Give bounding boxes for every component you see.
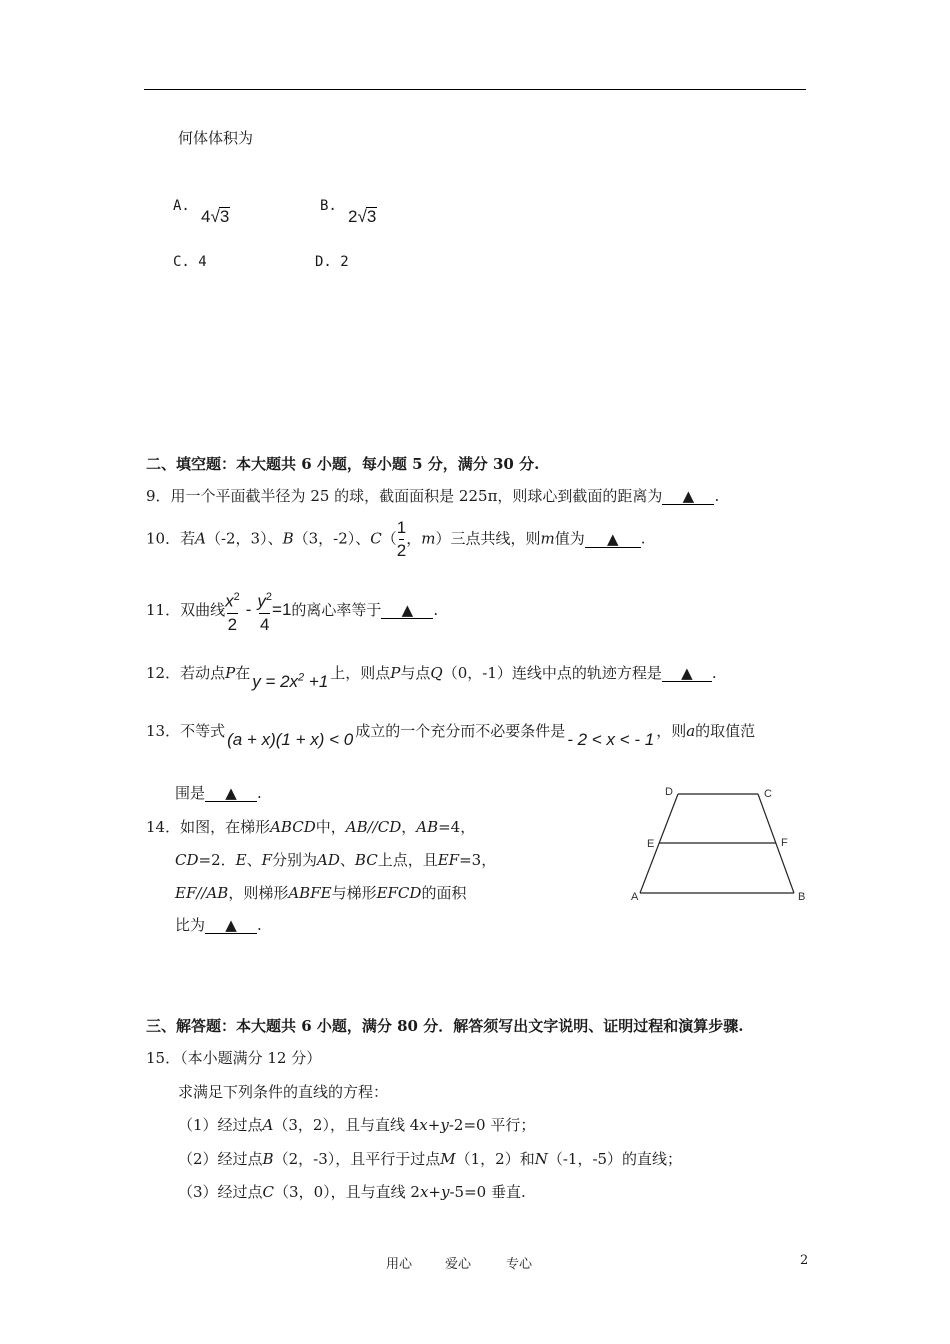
footer-left: 用心	[386, 1257, 413, 1272]
question-15-part-3: （3）经过点C（3，0），且与直线 2x+y-5=0 垂直.	[178, 1183, 526, 1201]
page-number: 2	[800, 1253, 809, 1268]
answer-blank: ▲	[585, 531, 641, 548]
label-e: E	[647, 838, 655, 850]
choice-a-label: A.	[173, 198, 190, 214]
section-3-heading: 三、解答题：本大题共 6 小题，满分 80 分．解答须写出文字说明、证明过程和演算步骤.	[146, 1017, 744, 1035]
answer-blank: ▲	[205, 917, 257, 934]
choice-b-value: 2√3	[348, 207, 377, 226]
footer-right: 专心	[506, 1257, 533, 1272]
question-14-line3: EF//AB，则梯形ABFE与梯形EFCD的面积	[175, 884, 467, 902]
fraction-one-half: $\frac{1}{2}$	[396, 518, 407, 560]
label-d: D	[665, 786, 673, 798]
question-14-line4: 比为 ▲ .	[175, 916, 262, 934]
answer-blank: ▲	[205, 785, 257, 802]
answer-blank: ▲	[662, 488, 714, 505]
label-f: F	[781, 837, 788, 849]
choice-c: C. 4	[173, 254, 207, 270]
choice-d: D. 2	[315, 254, 349, 270]
label-c: C	[764, 788, 772, 800]
label-a: A	[631, 891, 639, 903]
answer-blank: ▲	[662, 665, 712, 682]
choice-a-value: 4√3	[201, 207, 230, 226]
question-15-part-2: （2）经过点B（2，-3），且平行于过点M（1，2）和N（-1，-5）的直线；	[178, 1150, 683, 1168]
fraction-y2-over-4: $\frac{y^2}{4}$	[257, 591, 273, 634]
question-15-title: 15．（本小题满分 12 分）	[146, 1049, 322, 1067]
question-15-intro: 求满足下列条件的直线的方程：	[178, 1083, 389, 1101]
trapezoid-figure	[620, 780, 820, 910]
fraction-x2-over-2: $\frac{x^2}{2}$	[225, 591, 240, 634]
question-9: 9．用一个平面截半径为 25 的球，截面面积是 225π，则球心到截面的距离为 ▲ .	[146, 487, 720, 505]
question-12: 12．若动点P在 $y = 2x^2 +1$ 上，则点P与点Q（0，-1）连线中点的轨迹方程是 ▲ .	[146, 664, 717, 691]
question-fragment: 何体体积为	[178, 129, 254, 147]
choice-b-label: B.	[320, 198, 337, 214]
question-14-line1: 14．如图，在梯形ABCD中，AB//CD，AB=4，	[146, 818, 476, 836]
question-13: 13．不等式 (a + x)(1 + x) < 0 成立的一个充分而不必要条件是 - 2 < x < - 1 ，则a的取值范	[146, 722, 756, 749]
footer-mid: 爱心	[445, 1257, 472, 1272]
question-13-line2: 围是 ▲ .	[175, 784, 262, 802]
question-15-part-1: （1）经过点A（3，2），且与直线 4x+y-2=0 平行；	[178, 1116, 536, 1134]
question-10: 10．若A（-2，3）、B（3，-2）、C（ $\frac{1}{2}$ ，m）三点共线，则m值为 ▲ .	[146, 518, 646, 560]
section-2-heading: 二、填空题：本大题共 6 小题，每小题 5 分，满分 30 分.	[146, 455, 540, 473]
question-11: 11．双曲线 $\frac{x^2}{2}$ - $\frac{y^2}{4}$ =1的离心率等于 ▲ .	[146, 586, 438, 636]
label-b: B	[798, 891, 806, 903]
answer-blank: ▲	[381, 602, 433, 619]
question-14-line2: CD=2．E、F分别为AD、BC上点，且EF=3，	[175, 851, 497, 869]
header-rule	[144, 89, 806, 90]
